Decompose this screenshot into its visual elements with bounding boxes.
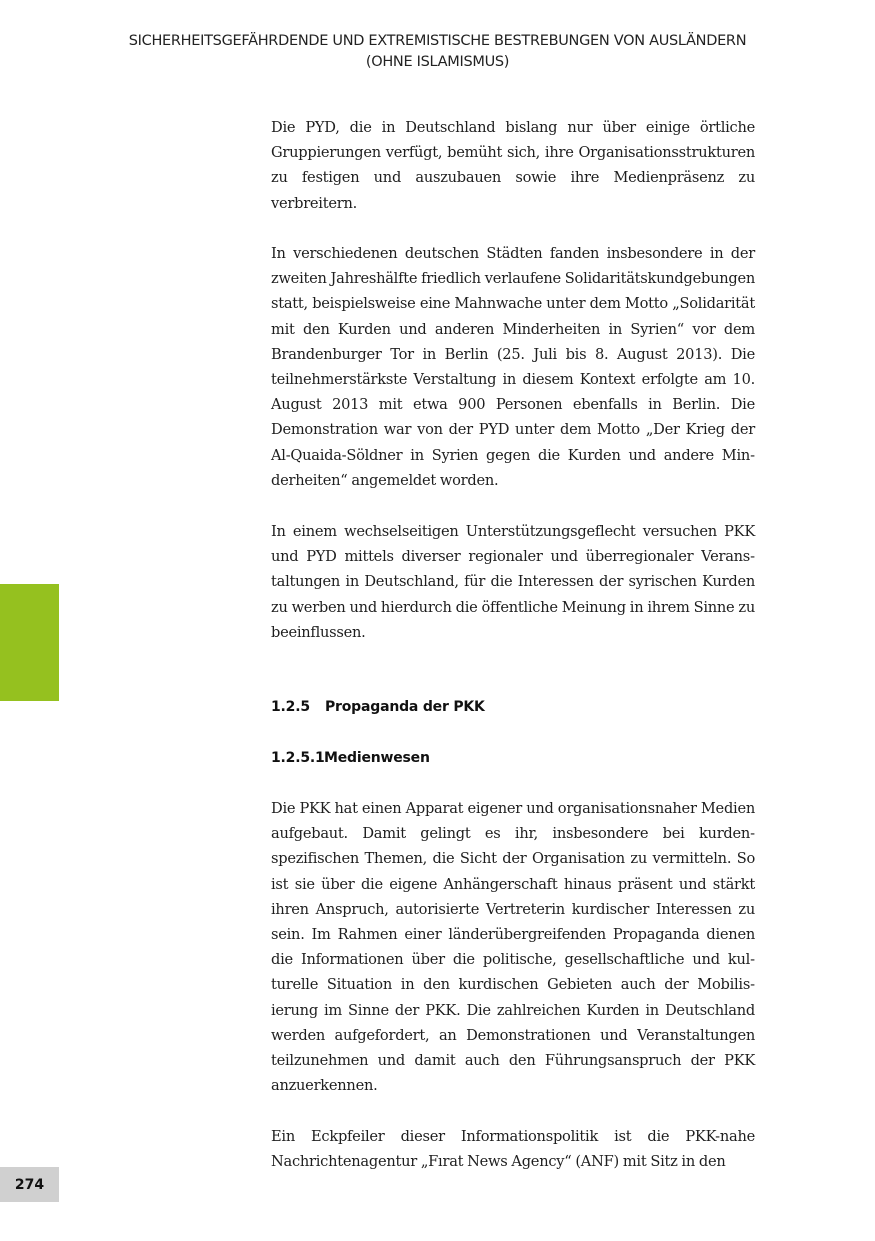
running-header-line-2: (OHNE ISLAMISMUS)	[365, 54, 510, 70]
page-number-box	[0, 1167, 59, 1202]
chapter-color-tab	[0, 584, 59, 701]
subsection-title: Medienwesen	[324, 750, 430, 766]
paragraph-pkk-media-apparatus: Die PKK hat einen Apparat eigener und organisationsnaher Medien aufgebaut. Damit gelingt es ihr, insbesondere bei kurdenspezifischen Themen, die Sicht der Organisation zu vermitteln. So ist sie über die eigene Anhängerschaft hinaus präsent und stärkt ihren Anspruch, autorisierte Vertreterin kurdischer Interessen zu sein. Im Rahmen einer länderübergreifenden Propaganda dienen die Informationen über die politische, gesellschaftliche und kulturelle Situation in den kurdischen Gebieten auch der Mobilisierung im Sinne der PKK. Die zahlreichen Kurden in Deutschland werden aufgefordert, an Demonstrationen und Veranstaltungen teilzunehmen und damit auch den Führungsanspruch der PKK anzuerkennen.	[271, 800, 755, 1095]
section-number: 1.2.5	[271, 699, 310, 715]
paragraph-pyd-structures: Die PYD, die in Deutschland bislang nur über einige örtliche Gruppierungen verfügt, bemüht sich, ihre Organisationsstrukturen zu festigen und auszubauen sowie ihre Medienpräsenz zu verbreitern.	[271, 119, 755, 212]
running-header-line-1: SICHERHEITSGEFÄHRDENDE UND EXTREMISTISCHE BESTREBUNGEN VON AUSLÄNDERN	[128, 33, 747, 49]
paragraph-solidarity-rallies: In verschiedenen deutschen Städten fanden insbesondere in der zweiten Jahreshälfte friedlich verlaufene Solidaritätskundgebungen statt, beispielsweise eine Mahnwache unter dem Motto „Solidarität mit den Kurden und anderen Minderheiten in Syrien“ vor dem Brandenburger Tor in Berlin (25. Juli bis 8. August 2013). Die teilnehmerstärkste Verstaltung in diesem Kontext erfolgte am 10. August 2013 mit etwa 900 Personen ebenfalls in Berlin. Die Demonstration war von der PYD unter dem Motto „Der Krieg der Al-Quaida-Söldner in Syrien gegen die Kurden und andere Minderheiten“ angemeldet worden.	[271, 245, 755, 489]
section-title: Propaganda der PKK	[325, 699, 485, 715]
subsection-heading	[271, 748, 430, 768]
paragraph-support-network: In einem wechselseitigen Unterstützungsgeflecht versuchen PKK und PYD mittels diverser regionaler und überregionaler Veranstaltungen in Deutschland, für die Interessen der syrischen Kurden zu werben und hierdurch die öffentliche Meinung in ihrem Sinne zu beeinflussen.	[271, 523, 755, 641]
page-number: 274	[14, 1176, 45, 1193]
running-header	[60, 31, 815, 73]
paragraph-anf-agency: Ein Eckpfeiler dieser Informationspolitik ist die PKK-nahe Nachrichtenagentur „Fırat News Agency“ (ANF) mit Sitz in den	[271, 1128, 755, 1171]
subsection-number: 1.2.5.1	[271, 750, 325, 766]
section-heading	[271, 697, 485, 717]
